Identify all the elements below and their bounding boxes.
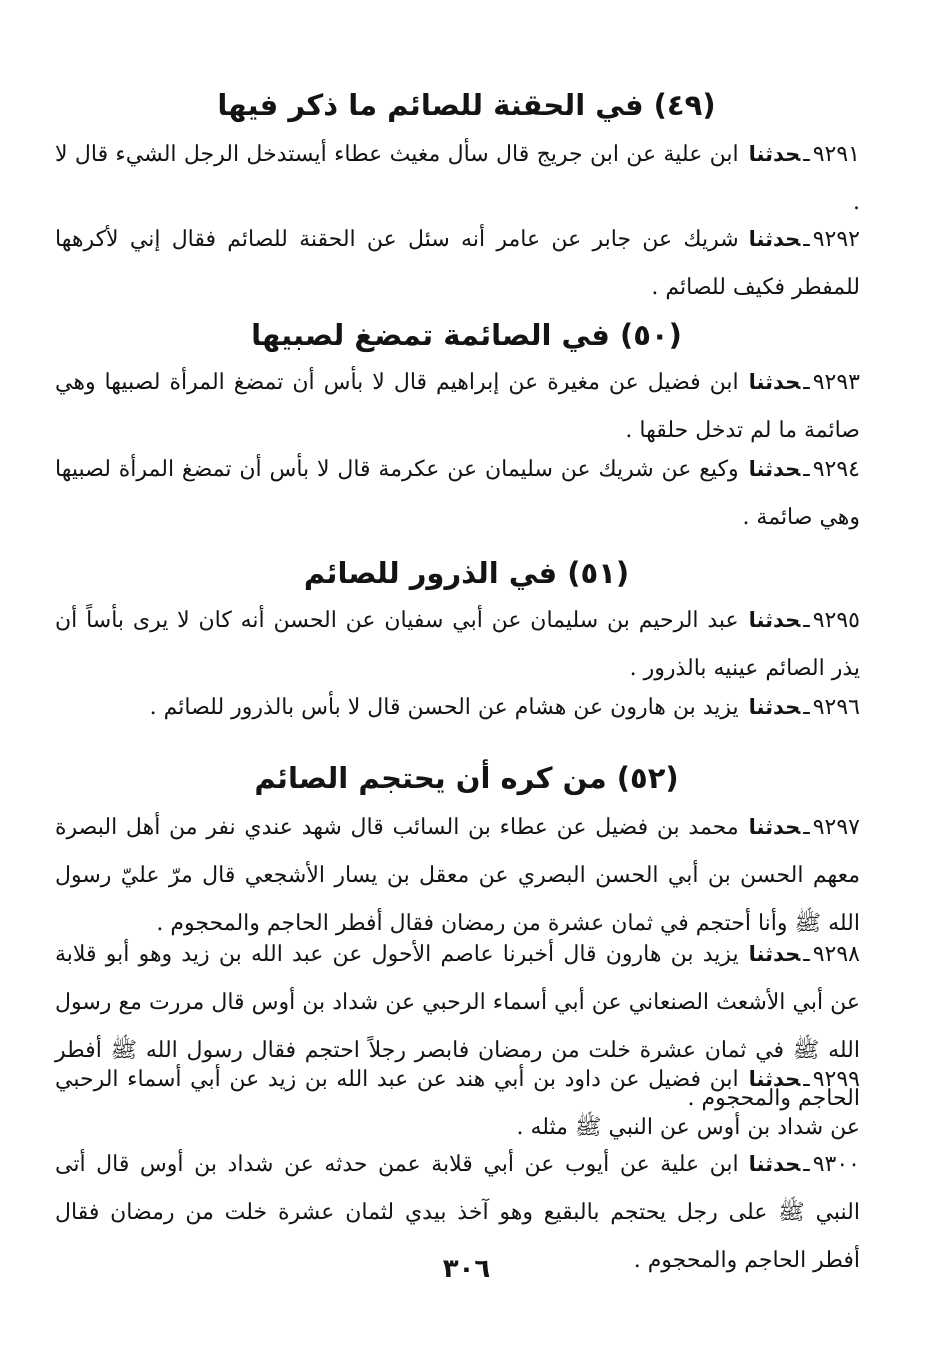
- section-heading-50: (٥٠) في الصائمة تمضغ لصبيها: [251, 318, 682, 352]
- hadith-number: ٩٢٩٤: [812, 457, 860, 482]
- hadith-number: ٩٢٩٨: [812, 942, 860, 967]
- hadith-entry-9291: ٩٢٩١ـحدثناابن علية عن ابن جريج قال سأل مغيث عطاء أيستدخل الرجل الشيء قال لا .: [55, 142, 860, 215]
- hadith-number: ٩٢٩١: [812, 142, 860, 167]
- hadith-text: ابن فضيل عن داود بن أبي هند عن عبد الله بن زيد عن أبي أسماء الرحبي عن شداد بن أوس عن النبي ﷺ مثله .: [55, 1067, 860, 1140]
- hadith-number: ٩٢٩٧: [812, 815, 860, 840]
- hadith-entry-9292: ٩٢٩٢ـحدثناشريك عن جابر عن عامر أنه سئل عن الحقنة للصائم فقال إني لأكرهها للمفطر فكيف للصائم .: [55, 227, 860, 300]
- section-heading-49: (٤٩) في الحقنة للصائم ما ذكر فيها: [217, 88, 716, 122]
- hadith-text: يزيد بن هارون عن هشام عن الحسن قال لا بأس بالذرور للصائم .: [149, 695, 739, 720]
- narration-keyword: حدثنا: [748, 942, 801, 966]
- hadith-entry-9293: ٩٢٩٣ـحدثناابن فضيل عن مغيرة عن إبراهيم قال لا بأس أن تمضغ المرأة لصبيها وهي صائمة ما لم تدخل حلقها .: [55, 370, 860, 443]
- hadith-number: ٩٢٩٢: [812, 227, 860, 252]
- hadith-text: وكيع عن شريك عن سليمان عن عكرمة قال لا بأس أن تمضغ المرأة لصبيها وهي صائمة .: [55, 457, 860, 530]
- hadith-text: ابن فضيل عن مغيرة عن إبراهيم قال لا بأس أن تمضغ المرأة لصبيها وهي صائمة ما لم تدخل حلقها .: [55, 370, 860, 443]
- hadith-number: ٩٢٩٣: [812, 370, 860, 395]
- hadith-text: يزيد بن هارون قال أخبرنا عاصم الأحول عن عبد الله بن زيد وهو أبو قلابة عن أبي الأشعث الصنعاني عن أبي أسماء الرحبي عن شداد بن أوس قال مررت مع رسول الله ﷺ في ثمان عشرة خلت من رمضان فابصر رجلاً احتجم فقال رسول الله ﷺ أفطر الحاجم والمحجوم .: [55, 942, 860, 1111]
- hadith-number: ٩٢٩٥: [812, 608, 860, 633]
- hadith-text: محمد بن فضيل عن عطاء بن السائب قال شهد عندي نفر من أهل البصرة معهم الحسن بن أبي الحسن البصري عن معقل بن يسار الأشجعي قال مرّ عليّ رسول الله ﷺ وأنا أحتجم في ثمان عشرة من رمضان فقال أفطر الحاجم والمحجوم .: [55, 815, 860, 936]
- narration-keyword: حدثنا: [748, 608, 801, 632]
- narration-keyword: حدثنا: [748, 815, 801, 839]
- narration-keyword: حدثنا: [748, 1152, 801, 1176]
- hadith-entry-9294: ٩٢٩٤ـحدثناوكيع عن شريك عن سليمان عن عكرمة قال لا بأس أن تمضغ المرأة لصبيها وهي صائمة .: [55, 457, 860, 530]
- hadith-entry-9295: ٩٢٩٥ـحدثناعبد الرحيم بن سليمان عن أبي سفيان عن الحسن أنه كان لا يرى بأساً أن يذر الصائم عينيه بالذرور .: [55, 608, 860, 681]
- hadith-entry-9300: ٩٣٠٠ـحدثناابن علية عن أيوب عن أبي قلابة عمن حدثه عن شداد بن أوس قال أتى النبي ﷺ على رجل يحتجم بالبقيع وهو آخذ بيدي لثمان عشرة خلت من رمضان فقال أفطر الحاجم والمحجوم .: [55, 1152, 860, 1273]
- hadith-entry-9296: ٩٢٩٦ـحدثنايزيد بن هارون عن هشام عن الحسن قال لا بأس بالذرور للصائم .: [149, 695, 860, 720]
- page-number: ٣٠٦: [442, 1254, 491, 1284]
- hadith-entry-9297: ٩٢٩٧ـحدثنامحمد بن فضيل عن عطاء بن السائب قال شهد عندي نفر من أهل البصرة معهم الحسن بن أبي الحسن البصري عن معقل بن يسار الأشجعي قال مرّ عليّ رسول الله ﷺ وأنا أحتجم في ثمان عشرة من رمضان فقال أفطر الحاجم والمحجوم .: [55, 815, 860, 936]
- section-heading-51: (٥١) في الذرور للصائم: [303, 556, 630, 590]
- hadith-text: عبد الرحيم بن سليمان عن أبي سفيان عن الحسن أنه كان لا يرى بأساً أن يذر الصائم عينيه بالذرور .: [55, 608, 860, 681]
- hadith-entry-9298: ٩٢٩٨ـحدثنايزيد بن هارون قال أخبرنا عاصم الأحول عن عبد الله بن زيد وهو أبو قلابة عن أبي الأشعث الصنعاني عن أبي أسماء الرحبي عن شداد بن أوس قال مررت مع رسول الله ﷺ في ثمان عشرة خلت من رمضان فابصر رجلاً احتجم فقال رسول الله ﷺ أفطر الحاجم والمحجوم .: [55, 942, 860, 1111]
- narration-keyword: حدثنا: [748, 370, 801, 394]
- narration-keyword: حدثنا: [748, 227, 801, 251]
- hadith-text: ابن علية عن ابن جريج قال سأل مغيث عطاء أيستدخل الرجل الشيء قال لا .: [55, 142, 860, 215]
- narration-keyword: حدثنا: [748, 457, 801, 481]
- narration-keyword: حدثنا: [748, 142, 801, 166]
- section-heading-52: (٥٢) من كره أن يحتجم الصائم: [254, 761, 679, 795]
- hadith-text: ابن علية عن أيوب عن أبي قلابة عمن حدثه عن شداد بن أوس قال أتى النبي ﷺ على رجل يحتجم بالبقيع وهو آخذ بيدي لثمان عشرة خلت من رمضان فقال أفطر الحاجم والمحجوم .: [55, 1152, 860, 1273]
- hadith-number: ٩٢٩٩: [812, 1067, 860, 1092]
- narration-keyword: حدثنا: [748, 1067, 801, 1091]
- hadith-number: ٩٢٩٦: [812, 695, 860, 720]
- hadith-entry-9299: ٩٢٩٩ـحدثناابن فضيل عن داود بن أبي هند عن عبد الله بن زيد عن أبي أسماء الرحبي عن شداد بن أوس عن النبي ﷺ مثله .: [55, 1067, 860, 1140]
- narration-keyword: حدثنا: [748, 695, 801, 719]
- hadith-number: ٩٣٠٠: [812, 1152, 860, 1177]
- hadith-text: شريك عن جابر عن عامر أنه سئل عن الحقنة للصائم فقال إني لأكرهها للمفطر فكيف للصائم .: [55, 227, 860, 300]
